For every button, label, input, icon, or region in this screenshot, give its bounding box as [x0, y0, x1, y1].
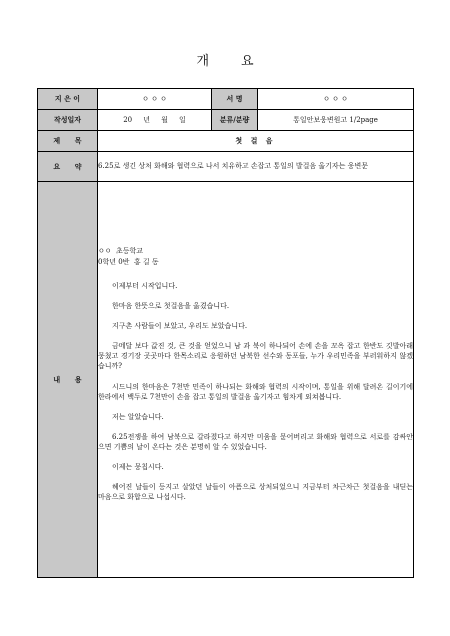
title-char-1: 개: [196, 54, 209, 69]
speech-paragraph: 한마음 한뜻으로 첫걸음을 옮겼습니다.: [112, 301, 230, 310]
date-label: 작성일자: [38, 110, 98, 131]
speech-paragraph: 헤어진 날들이 등지고 살았던 날들이 아픔으로 상처되었으니 지금부터 차근차근 첫걸음을 내딛는 마음으로 화합으로 나섭시다.: [98, 483, 413, 502]
signature: [98, 246, 413, 266]
document-title: [0, 50, 450, 69]
student-name: 0학년 0반 홍 길 동: [98, 257, 159, 266]
summary-value: 6.25로 생긴 상처 화해와 협력으로 나서 치유하고 손잡고 통일의 발걸음 옮기자는 웅변문: [98, 152, 414, 182]
subject-label: 제 목: [38, 131, 98, 152]
name-value: ㅇ ㅇ ㅇ: [258, 89, 414, 110]
category-value: 통일안보웅변원고 1/2page: [258, 110, 414, 131]
speech-paragraph: 6.25전쟁을 하여 남북으로 갈라졌다고 하지만 미움을 묻어버리고 화해와 협력으로 서로를 감싸안으면 기쁨의 날이 온다는 것은 분명히 알 수 있었습니다.: [98, 432, 413, 452]
summary-row: [38, 152, 414, 182]
school-name: ㅇㅇ 초등학교: [98, 247, 144, 256]
author-value: ㅇ ㅇ ㅇ: [98, 89, 212, 110]
title-char-2: 요: [241, 54, 254, 69]
speech-body: [98, 182, 414, 578]
date-value: 20 년 월 일: [98, 110, 212, 131]
date-row: [38, 110, 414, 131]
author-row: [38, 89, 414, 110]
speech-paragraph: 이제는 뭉칩시다.: [112, 463, 164, 472]
speech-paragraph: 지구촌 사람들이 보았고, 우리도 보았습니다.: [112, 321, 248, 330]
summary-label: 요 약: [38, 152, 98, 182]
speech-paragraph: 이제부터 시작입니다.: [112, 281, 178, 290]
speech-paragraph: 저는 알았습니다.: [112, 412, 164, 421]
author-label: 지 은 이: [38, 89, 98, 110]
subject-row: [38, 131, 414, 152]
content-row: [38, 182, 414, 578]
name-label: 서 명: [212, 89, 258, 110]
content-label: 내 용: [38, 182, 98, 578]
category-label: 분류/분량: [212, 110, 258, 131]
overview-form: [37, 88, 414, 578]
speech-paragraph: 시드니의 한마음은 7천만 민족이 하나되는 화해와 협력의 시작이며, 통일을 위해 달려온 길이기에 한라에서 백두로 7천만이 손을 잡고 통일의 발걸음 옮기자고 힘차게 외쳐봅니다.: [98, 382, 413, 401]
subject-value: 첫 걸 음: [98, 131, 414, 152]
speech-paragraph: 금메달 보다 값진 것, 큰 것을 얻었으니 남 과 북이 하나되어 손에 손을 꼬옥 잡고 한반도 깃발아래 뭉쳤고 경기장 곳곳마다 한목소리로 응원하던 남북한 선수와 동포들, 누가 우리민족을 부러워하지 않겠습니까?: [98, 342, 413, 371]
